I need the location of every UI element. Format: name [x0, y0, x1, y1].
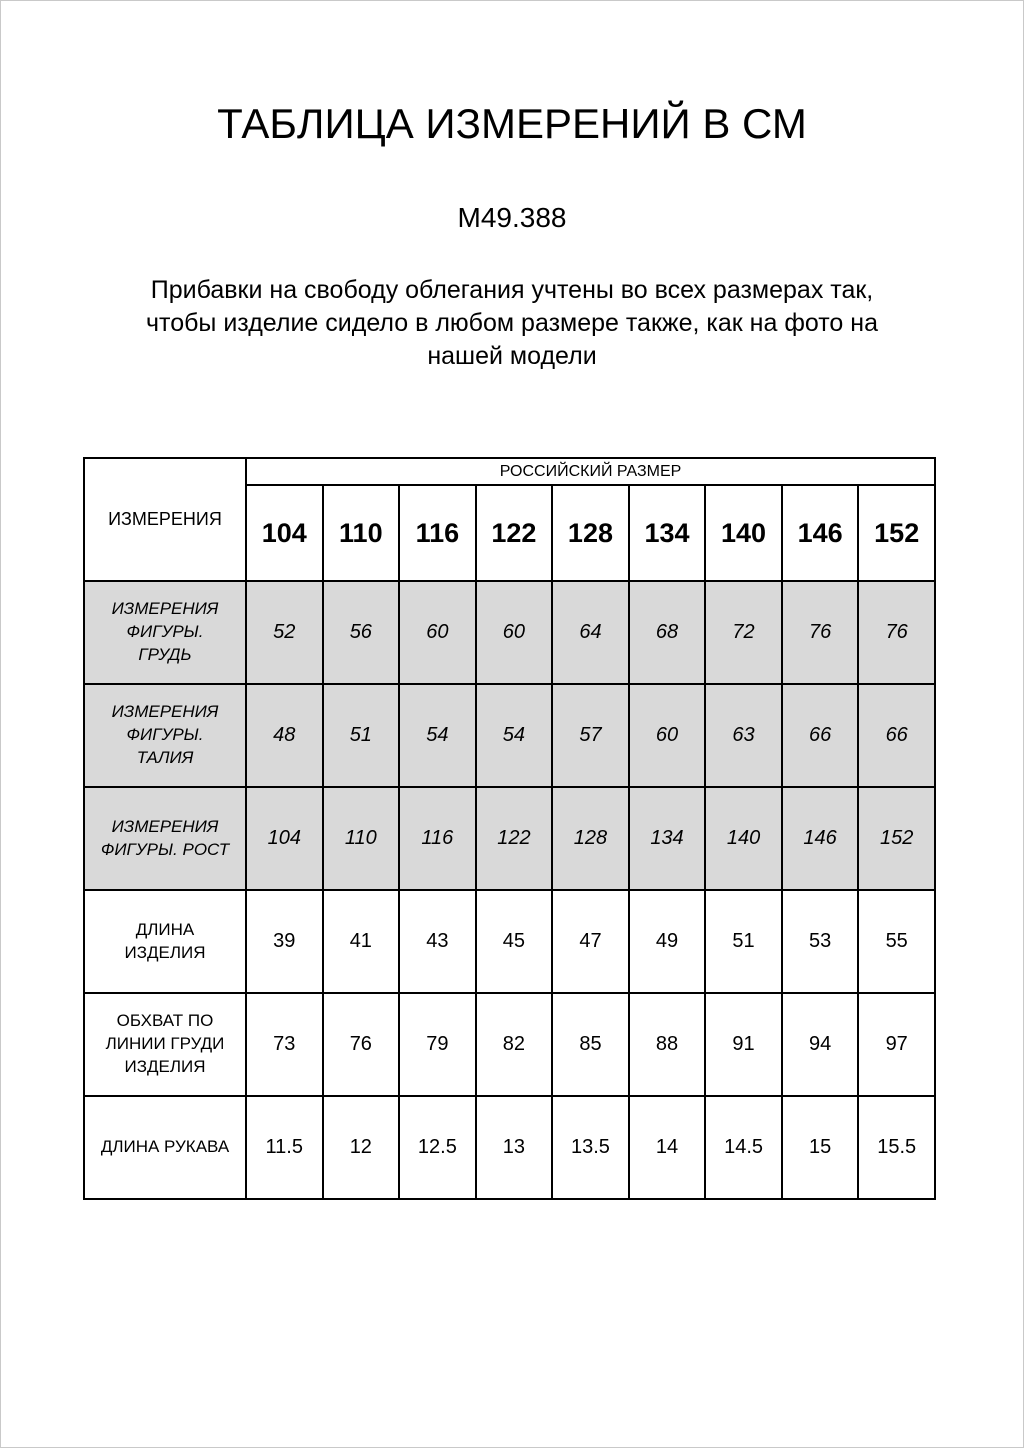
- value-cell: 57: [552, 684, 629, 787]
- size-col-header: 128: [552, 485, 629, 581]
- value-cell: 68: [629, 581, 706, 684]
- value-cell: 116: [399, 787, 476, 890]
- table-row: [84, 993, 935, 1096]
- russian-size-header: РОССИЙСКИЙ РАЗМЕР: [246, 458, 935, 485]
- value-cell: 73: [246, 993, 323, 1096]
- value-cell: 54: [476, 684, 553, 787]
- value-cell: 12.5: [399, 1096, 476, 1199]
- value-cell: 56: [323, 581, 400, 684]
- row-label: ДЛИНА РУКАВА: [84, 1096, 246, 1199]
- value-cell: 110: [323, 787, 400, 890]
- value-cell: 13: [476, 1096, 553, 1199]
- size-col-header: 104: [246, 485, 323, 581]
- row-label: ИЗМЕРЕНИЯ ФИГУРЫ. ГРУДЬ: [84, 581, 246, 684]
- value-cell: 39: [246, 890, 323, 993]
- size-col-header: 110: [323, 485, 400, 581]
- model-code: М49.388: [457, 202, 567, 234]
- value-cell: 15.5: [858, 1096, 935, 1199]
- size-col-header: 152: [858, 485, 935, 581]
- value-cell: 104: [246, 787, 323, 890]
- value-cell: 45: [476, 890, 553, 993]
- value-cell: 14: [629, 1096, 706, 1199]
- page-title: ТАБЛИЦА ИЗМЕРЕНИЙ В СМ: [217, 100, 807, 147]
- value-cell: 60: [476, 581, 553, 684]
- value-cell: 91: [705, 993, 782, 1096]
- table-row: [84, 684, 935, 787]
- value-cell: 60: [629, 684, 706, 787]
- value-cell: 79: [399, 993, 476, 1096]
- size-col-header: 146: [782, 485, 859, 581]
- size-col-header: 134: [629, 485, 706, 581]
- value-cell: 54: [399, 684, 476, 787]
- value-cell: 146: [782, 787, 859, 890]
- row-label: ОБХВАТ ПО ЛИНИИ ГРУДИ ИЗДЕЛИЯ: [84, 993, 246, 1096]
- description-line: чтобы изделие сидело в любом размере также, как на фото на: [146, 309, 878, 338]
- value-cell: 76: [858, 581, 935, 684]
- value-cell: 88: [629, 993, 706, 1096]
- table-row: [84, 581, 935, 684]
- value-cell: 51: [323, 684, 400, 787]
- value-cell: 85: [552, 993, 629, 1096]
- value-cell: 128: [552, 787, 629, 890]
- value-cell: 64: [552, 581, 629, 684]
- value-cell: 47: [552, 890, 629, 993]
- value-cell: 72: [705, 581, 782, 684]
- value-cell: 41: [323, 890, 400, 993]
- value-cell: 48: [246, 684, 323, 787]
- row-label: ИЗМЕРЕНИЯ ФИГУРЫ. ТАЛИЯ: [84, 684, 246, 787]
- value-cell: 52: [246, 581, 323, 684]
- value-cell: 55: [858, 890, 935, 993]
- value-cell: 11.5: [246, 1096, 323, 1199]
- size-col-header: 116: [399, 485, 476, 581]
- value-cell: 15: [782, 1096, 859, 1199]
- value-cell: 94: [782, 993, 859, 1096]
- value-cell: 134: [629, 787, 706, 890]
- value-cell: 53: [782, 890, 859, 993]
- size-col-header: 140: [705, 485, 782, 581]
- size-table: [83, 457, 936, 1200]
- measurements-corner-header: ИЗМЕРЕНИЯ: [84, 458, 246, 581]
- value-cell: 49: [629, 890, 706, 993]
- description-line: нашей модели: [427, 342, 597, 371]
- value-cell: 60: [399, 581, 476, 684]
- value-cell: 63: [705, 684, 782, 787]
- value-cell: 152: [858, 787, 935, 890]
- table-row: [84, 1096, 935, 1199]
- description: [1, 274, 1023, 373]
- value-cell: 43: [399, 890, 476, 993]
- value-cell: 13.5: [552, 1096, 629, 1199]
- value-cell: 66: [858, 684, 935, 787]
- value-cell: 97: [858, 993, 935, 1096]
- value-cell: 76: [782, 581, 859, 684]
- row-label: ИЗМЕРЕНИЯ ФИГУРЫ. РОСТ: [84, 787, 246, 890]
- value-cell: 51: [705, 890, 782, 993]
- table-row: [84, 890, 935, 993]
- table-row: [84, 787, 935, 890]
- value-cell: 140: [705, 787, 782, 890]
- value-cell: 82: [476, 993, 553, 1096]
- size-col-header: 122: [476, 485, 553, 581]
- value-cell: 66: [782, 684, 859, 787]
- value-cell: 76: [323, 993, 400, 1096]
- value-cell: 122: [476, 787, 553, 890]
- group-header-row: [84, 458, 935, 485]
- value-cell: 14.5: [705, 1096, 782, 1199]
- value-cell: 12: [323, 1096, 400, 1199]
- description-line: Прибавки на свободу облегания учтены во всех размерах так,: [150, 276, 874, 305]
- row-label: ДЛИНА ИЗДЕЛИЯ: [84, 890, 246, 993]
